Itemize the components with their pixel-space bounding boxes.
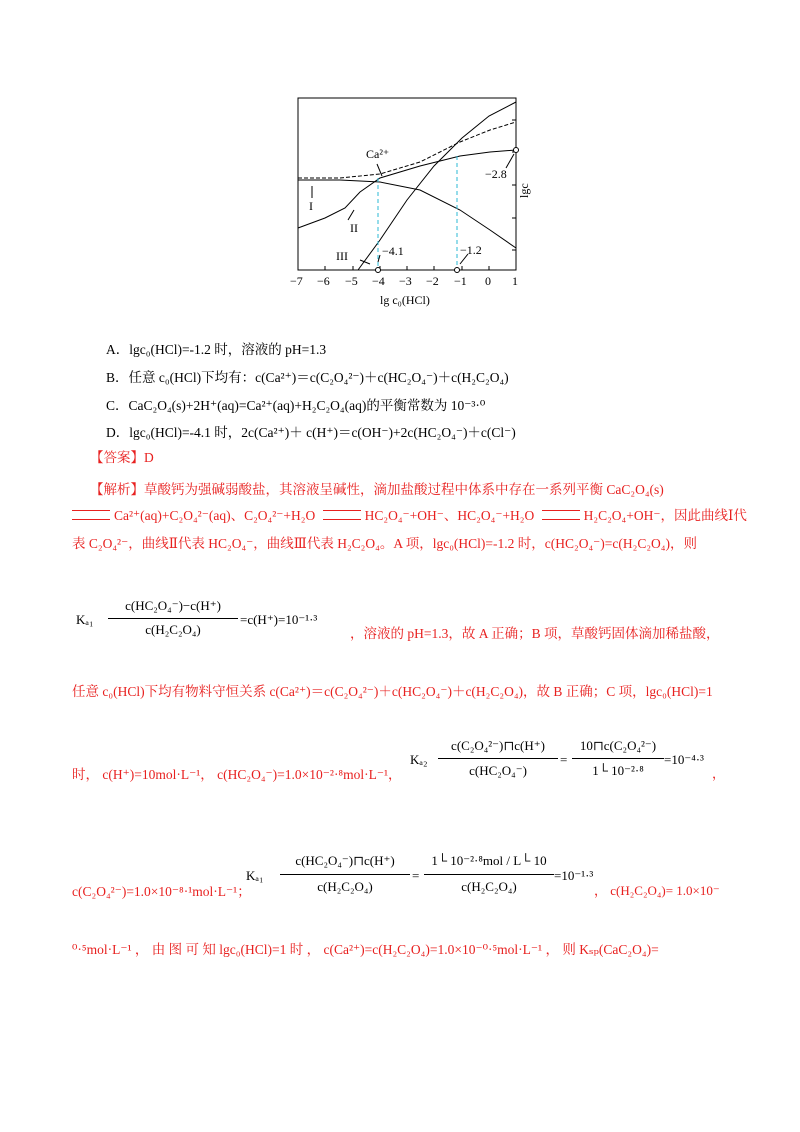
analysis-line-1: 【解析】草酸钙为强碱弱酸盐，其溶液呈碱性，滴加盐酸过程中体系中存在一系列平衡 CaC₂O₄(s) — [90, 482, 664, 497]
answer-label: 【答案】D — [90, 450, 154, 465]
analysis-line-3: 表 C₂O₄²⁻，曲线Ⅱ代表 HC₂O₄⁻，曲线Ⅲ代表 H₂C₂O₄。A 项，lgc₀(HCl)=-1.2 时，c(HC₂O₄⁻)=c(H₂C₂O₄)，则 — [72, 536, 698, 551]
curve-ii — [298, 150, 516, 228]
tick-x: 0 — [485, 274, 491, 288]
eq2-rhs: =10⁻⁴·³ — [664, 752, 704, 767]
tick-x: −5 — [345, 274, 358, 288]
eq2-num1: c(C₂O₄²⁻)⊓c(H⁺) — [451, 738, 545, 753]
analysis-line-4: ，溶液的 pH=1.3，故 A 正确；B 项，草酸钙固体滴加稀盐酸， — [350, 626, 720, 641]
val-12-label: −1.2 — [460, 243, 482, 257]
option-c: C．CaC₂O₄(s)+2H⁺(aq)=Ca²⁺(aq)+H₂C₂O₄(aq)的平衡常数为 10⁻³·⁰ — [106, 398, 486, 413]
tick-x: 1 — [512, 274, 518, 288]
eq1-den: c(H₂C₂O₄) — [145, 622, 201, 637]
eq3-num1: c(HC₂O₄⁻)⊓c(H⁺) — [295, 853, 395, 868]
eq2-eq: = — [560, 752, 568, 767]
eq3-den2: c(H₂C₂O₄) — [461, 879, 517, 894]
option-d: D．lgc₀(HCl)=-4.1 时，2c(Ca²⁺)＋ c(H⁺)＝c(OH⁻)+2c(HC₂O₄⁻)＋c(Cl⁻) — [106, 425, 516, 440]
eq2-den2: 1└ 10⁻²·⁸ — [592, 763, 644, 778]
tick-x: −1 — [454, 274, 467, 288]
tick-x: −4 — [372, 274, 385, 288]
eq1-rhs: =c(H⁺)=10⁻¹·³ — [240, 612, 318, 627]
analysis-line-7: c(C₂O₄²⁻)=1.0×10⁻⁸·¹mol·L⁻¹； — [72, 884, 251, 899]
val-41-label: −4.1 — [382, 244, 404, 258]
analysis-line-2: Ca²⁺(aq)+C₂O₄²⁻(aq)、C₂O₄²⁻+H₂O HC₂O₄⁻+OH⁻、HC₂O₄⁻+H₂O H₂C₂O₄+OH⁻，因此曲线Ⅰ代 — [72, 504, 747, 524]
eq3-eq: = — [412, 868, 420, 883]
eq3-den1: c(H₂C₂O₄) — [317, 879, 373, 894]
tick-x: −2 — [426, 274, 439, 288]
x-axis-label: lg c₀(HCl) — [380, 293, 430, 307]
analysis-line-7-end: ， c(H₂C₂O₄)= 1.0×10⁻ — [594, 883, 720, 898]
eq3-bar2 — [424, 874, 554, 875]
curve-ii-label: II — [350, 221, 358, 235]
curve-i — [298, 180, 516, 248]
val-28-label: −2.8 — [485, 167, 507, 181]
option-a: A．lgc₀(HCl)=-1.2 时，溶液的 pH=1.3 — [106, 342, 327, 357]
curve-i-label: I — [309, 199, 313, 213]
option-b: B．任意 c₀(HCl)下均有：c(Ca²⁺)＝c(C₂O₄²⁻)＋c(HC₂O₄⁻)＋c(H₂C₂O₄) — [106, 370, 509, 385]
eq3-bar1 — [280, 874, 410, 875]
lgc-vs-lgc0-figure — [280, 90, 540, 315]
tick-x: −3 — [399, 274, 412, 288]
eq3-ka: Kₐ₁ — [246, 868, 264, 883]
eq2-bar1 — [438, 758, 558, 759]
eq3-num2: 1└ 10⁻²·⁸mol / L└ 10 — [431, 853, 547, 868]
eq1-num: c(HC₂O₄⁻)−c(H⁺) — [125, 598, 221, 613]
ca-label: Ca²⁺ — [366, 147, 390, 161]
eq2-ka: Kₐ₂ — [410, 752, 428, 767]
eq1-ka: Kₐ₁ — [76, 612, 94, 627]
curve-iii-label: III — [336, 249, 348, 263]
tick-x: −7 — [290, 274, 303, 288]
eq3-rhs: =10⁻¹·³ — [554, 868, 594, 883]
analysis-line-5: 任意 c₀(HCl)下均有物料守恒关系 c(Ca²⁺)＝c(C₂O₄²⁻)＋c(HC₂O₄⁻)＋c(H₂C₂O₄)，故 B 正确；C 项，lgc₀(HCl)=1 — [72, 684, 713, 699]
y-axis-label: lgc — [517, 183, 531, 198]
tick-x: −6 — [317, 274, 330, 288]
eq2-bar2 — [572, 758, 664, 759]
analysis-line-6-end: ， — [712, 766, 726, 781]
eq1-bar — [108, 618, 238, 619]
analysis-line-8: ⁰·⁵mol·L⁻¹ ， 由 图 可 知 lgc₀(HCl)=1 时 ， c(Ca²⁺)=c(H₂C₂O₄)=1.0×10⁻⁰·⁵mol·L⁻¹ ， 则 Kₛₚ(CaC₂O₄)= — [72, 942, 659, 957]
eq2-num2: 10⊓c(C₂O₄²⁻) — [579, 738, 657, 753]
analysis-line-6: 时， c(H⁺)=10mol·L⁻¹， c(HC₂O₄⁻)=1.0×10⁻²·⁸mol·L⁻¹， — [72, 767, 402, 782]
eq2-den1: c(HC₂O₄⁻) — [469, 763, 527, 778]
